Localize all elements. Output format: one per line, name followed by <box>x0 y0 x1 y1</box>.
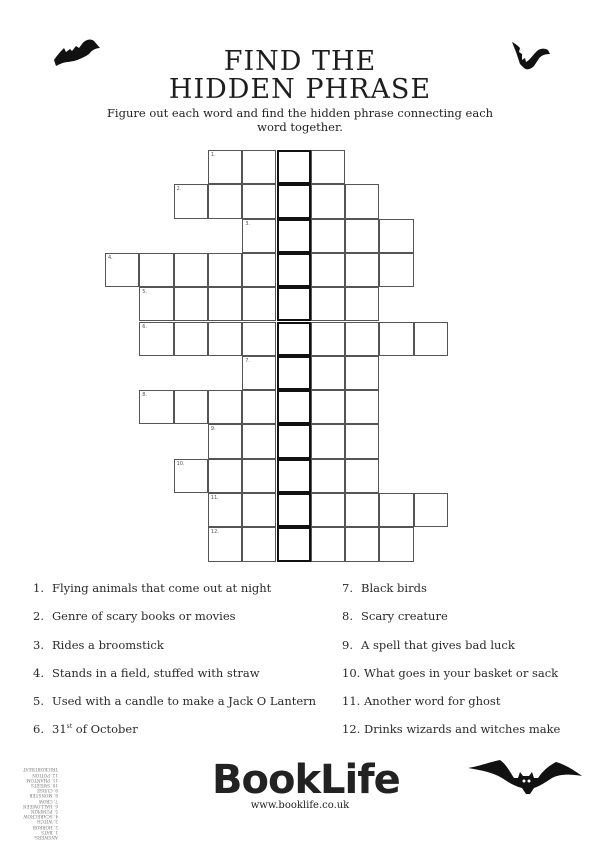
grid-cell[interactable] <box>242 424 276 458</box>
grid-cell[interactable] <box>379 253 413 287</box>
grid-cell[interactable] <box>379 527 413 561</box>
instructions-line-1: Figure out each word and find the hidden phrase connecting each <box>106 106 494 120</box>
grid-cell[interactable] <box>345 184 379 218</box>
grid-cell[interactable] <box>139 322 173 356</box>
grid-cell[interactable] <box>414 322 448 356</box>
grid-cell[interactable] <box>242 527 276 561</box>
booklife-logo[interactable] <box>212 757 400 811</box>
grid-cell[interactable] <box>345 287 379 321</box>
grid-cell[interactable] <box>174 322 208 356</box>
grid-cell[interactable] <box>311 253 345 287</box>
clue-item <box>33 581 316 609</box>
grid-cell[interactable] <box>345 424 379 458</box>
grid-cell[interactable] <box>208 459 242 493</box>
grid-cell[interactable] <box>379 493 413 527</box>
clue-number: 9. <box>210 426 216 433</box>
answer-line: 12. POTION <box>32 772 58 778</box>
grid-cell[interactable] <box>242 150 276 184</box>
clue-number: 4. <box>108 254 113 261</box>
grid-cell[interactable] <box>208 527 242 561</box>
clue-text: What goes in your basket or sack <box>364 665 559 680</box>
clue-text: Black birds <box>361 581 427 595</box>
answer-line: 7. CROW <box>38 798 58 804</box>
grid-cell[interactable] <box>311 424 345 458</box>
grid-cell[interactable] <box>311 150 345 184</box>
grid-cell[interactable] <box>345 459 379 493</box>
clue-item <box>33 694 316 722</box>
title-line-2: HIDDEN PHRASE <box>168 74 432 105</box>
grid-cell[interactable] <box>414 493 448 527</box>
grid-cell[interactable] <box>242 219 276 253</box>
grid-cell[interactable] <box>208 253 242 287</box>
clue-number: 8. <box>142 392 148 399</box>
clue-item <box>342 609 560 637</box>
grid-cell[interactable] <box>242 184 276 218</box>
clue-number: 6. <box>142 323 148 330</box>
grid-cell[interactable] <box>345 390 379 424</box>
clue-item <box>342 638 560 666</box>
grid-cell[interactable] <box>242 356 276 390</box>
answer-line: ANSWERS: <box>33 835 58 840</box>
hidden-phrase-cell[interactable] <box>277 493 311 527</box>
hidden-phrase-cell[interactable] <box>277 219 311 253</box>
grid-cell[interactable] <box>311 459 345 493</box>
grid-cell[interactable] <box>139 287 173 321</box>
clue-number: 1. <box>210 152 216 158</box>
grid-cell[interactable] <box>242 253 276 287</box>
hidden-phrase-cell[interactable] <box>277 459 311 493</box>
clue-item <box>342 722 560 750</box>
grid-cell[interactable] <box>345 527 379 561</box>
grid-cell[interactable] <box>379 219 413 253</box>
grid-cell[interactable] <box>311 527 345 561</box>
grid-cell[interactable] <box>242 459 276 493</box>
clue-number: 4. <box>33 665 44 680</box>
grid-cell[interactable] <box>311 390 345 424</box>
grid-cell[interactable] <box>208 322 242 356</box>
grid-cell[interactable] <box>139 253 173 287</box>
grid-cell[interactable] <box>208 424 242 458</box>
grid-cell[interactable] <box>174 184 208 218</box>
clue-number: 2. <box>176 186 182 193</box>
logo-text: BookLife <box>212 757 400 803</box>
clue-number: 10. <box>176 460 185 467</box>
clue-number: 12. <box>210 529 219 536</box>
answer-line: 4. SCARECROW <box>23 814 58 820</box>
clue-number: 1. <box>33 581 44 595</box>
hidden-phrase-cell[interactable] <box>277 287 311 321</box>
answer-line: 1. BATS <box>41 829 58 835</box>
clue-text: Stands in a field, stuffed with straw <box>52 665 260 680</box>
grid-cell[interactable] <box>345 322 379 356</box>
hidden-phrase-cell[interactable] <box>277 527 311 561</box>
clue-item <box>33 666 316 694</box>
grid-cell[interactable] <box>208 493 242 527</box>
grid-cell[interactable] <box>139 390 173 424</box>
clue-item <box>342 694 560 722</box>
answer-line: 5. PUMPKIN <box>30 808 58 814</box>
grid-cell[interactable] <box>105 253 139 287</box>
answer-line: 3. WITCH <box>37 819 58 825</box>
grid-cell[interactable] <box>345 253 379 287</box>
grid-cell[interactable] <box>345 219 379 253</box>
hidden-phrase-cell[interactable] <box>277 253 311 287</box>
grid-cell[interactable] <box>311 287 345 321</box>
clue-number: 11. <box>342 694 361 709</box>
answer-line: TRICKORTREAT <box>23 767 58 773</box>
clue-number: 10. <box>342 665 361 680</box>
answer-line: 9. CURSE <box>36 788 58 794</box>
clue-number: 7. <box>245 357 250 364</box>
answer-line: 6. HALLOWEEN <box>22 803 58 809</box>
clues-left <box>33 581 316 751</box>
clue-item <box>342 666 560 694</box>
clue-number: 12. <box>342 722 361 737</box>
clue-number: 3. <box>245 220 250 227</box>
clue-text: Rides a broomstick <box>52 637 164 652</box>
grid-cell[interactable] <box>311 493 345 527</box>
grid-cell[interactable] <box>208 184 242 218</box>
clue-text: Flying animals that come out at night <box>52 581 272 595</box>
clue-text: 31st of October <box>52 722 138 737</box>
clue-text: Genre of scary books or movies <box>52 609 236 624</box>
grid-cell[interactable] <box>242 390 276 424</box>
grid-cell[interactable] <box>311 184 345 218</box>
clue-number: 5. <box>33 694 44 709</box>
grid-cell[interactable] <box>379 322 413 356</box>
grid-cell[interactable] <box>208 150 242 184</box>
answer-key <box>14 765 58 840</box>
grid-cell[interactable] <box>174 390 208 424</box>
clue-item <box>33 609 316 637</box>
bat-icon <box>466 756 584 800</box>
grid-cell[interactable] <box>174 459 208 493</box>
grid-cell[interactable] <box>208 390 242 424</box>
grid-cell[interactable] <box>242 287 276 321</box>
answer-line: 10. SWEETS <box>31 782 58 788</box>
clues-right <box>342 581 560 751</box>
grid-cell[interactable] <box>242 493 276 527</box>
grid-cell[interactable] <box>311 219 345 253</box>
grid-cell[interactable] <box>208 287 242 321</box>
grid-cell[interactable] <box>345 493 379 527</box>
clue-number: 5. <box>142 289 148 296</box>
grid-cell[interactable] <box>311 322 345 356</box>
grid-cell[interactable] <box>242 322 276 356</box>
hidden-phrase-cell[interactable] <box>277 322 311 356</box>
hidden-phrase-cell[interactable] <box>277 184 311 218</box>
grid-cell[interactable] <box>174 287 208 321</box>
clue-number: 3. <box>33 637 44 652</box>
hidden-phrase-cell[interactable] <box>277 424 311 458</box>
clue-item <box>33 638 316 666</box>
website-link[interactable]: www.booklife.co.uk <box>250 800 350 811</box>
clue-item <box>342 581 560 609</box>
clue-number: 8. <box>342 609 353 624</box>
clue-number: 9. <box>342 637 353 652</box>
answer-line: 2. HORROR <box>32 824 58 830</box>
title-line-1: FIND THE <box>223 46 377 77</box>
clue-item <box>33 722 316 750</box>
hidden-phrase-cell[interactable] <box>277 150 311 184</box>
answer-line: 11. PHANTOM <box>26 777 58 783</box>
clue-text: Drinks wizards and witches make <box>364 722 561 737</box>
clue-text: Scary creature <box>361 609 448 624</box>
answer-line: 8. MONSTER <box>29 793 58 799</box>
clue-number: 6. <box>33 722 44 737</box>
clue-text: Used with a candle to make a Jack O Lantern <box>52 694 317 709</box>
hidden-phrase-cell[interactable] <box>277 356 311 390</box>
grid-cell[interactable] <box>174 253 208 287</box>
grid-cell[interactable] <box>345 356 379 390</box>
clue-text: Another word for ghost <box>364 694 501 709</box>
clue-number: 7. <box>342 581 353 595</box>
grid-cell[interactable] <box>311 356 345 390</box>
clue-text: A spell that gives bad luck <box>361 637 515 652</box>
instructions-line-2: word together. <box>257 120 343 134</box>
clue-number: 11. <box>210 495 219 501</box>
hidden-phrase-cell[interactable] <box>277 390 311 424</box>
clue-number: 2. <box>33 609 44 624</box>
